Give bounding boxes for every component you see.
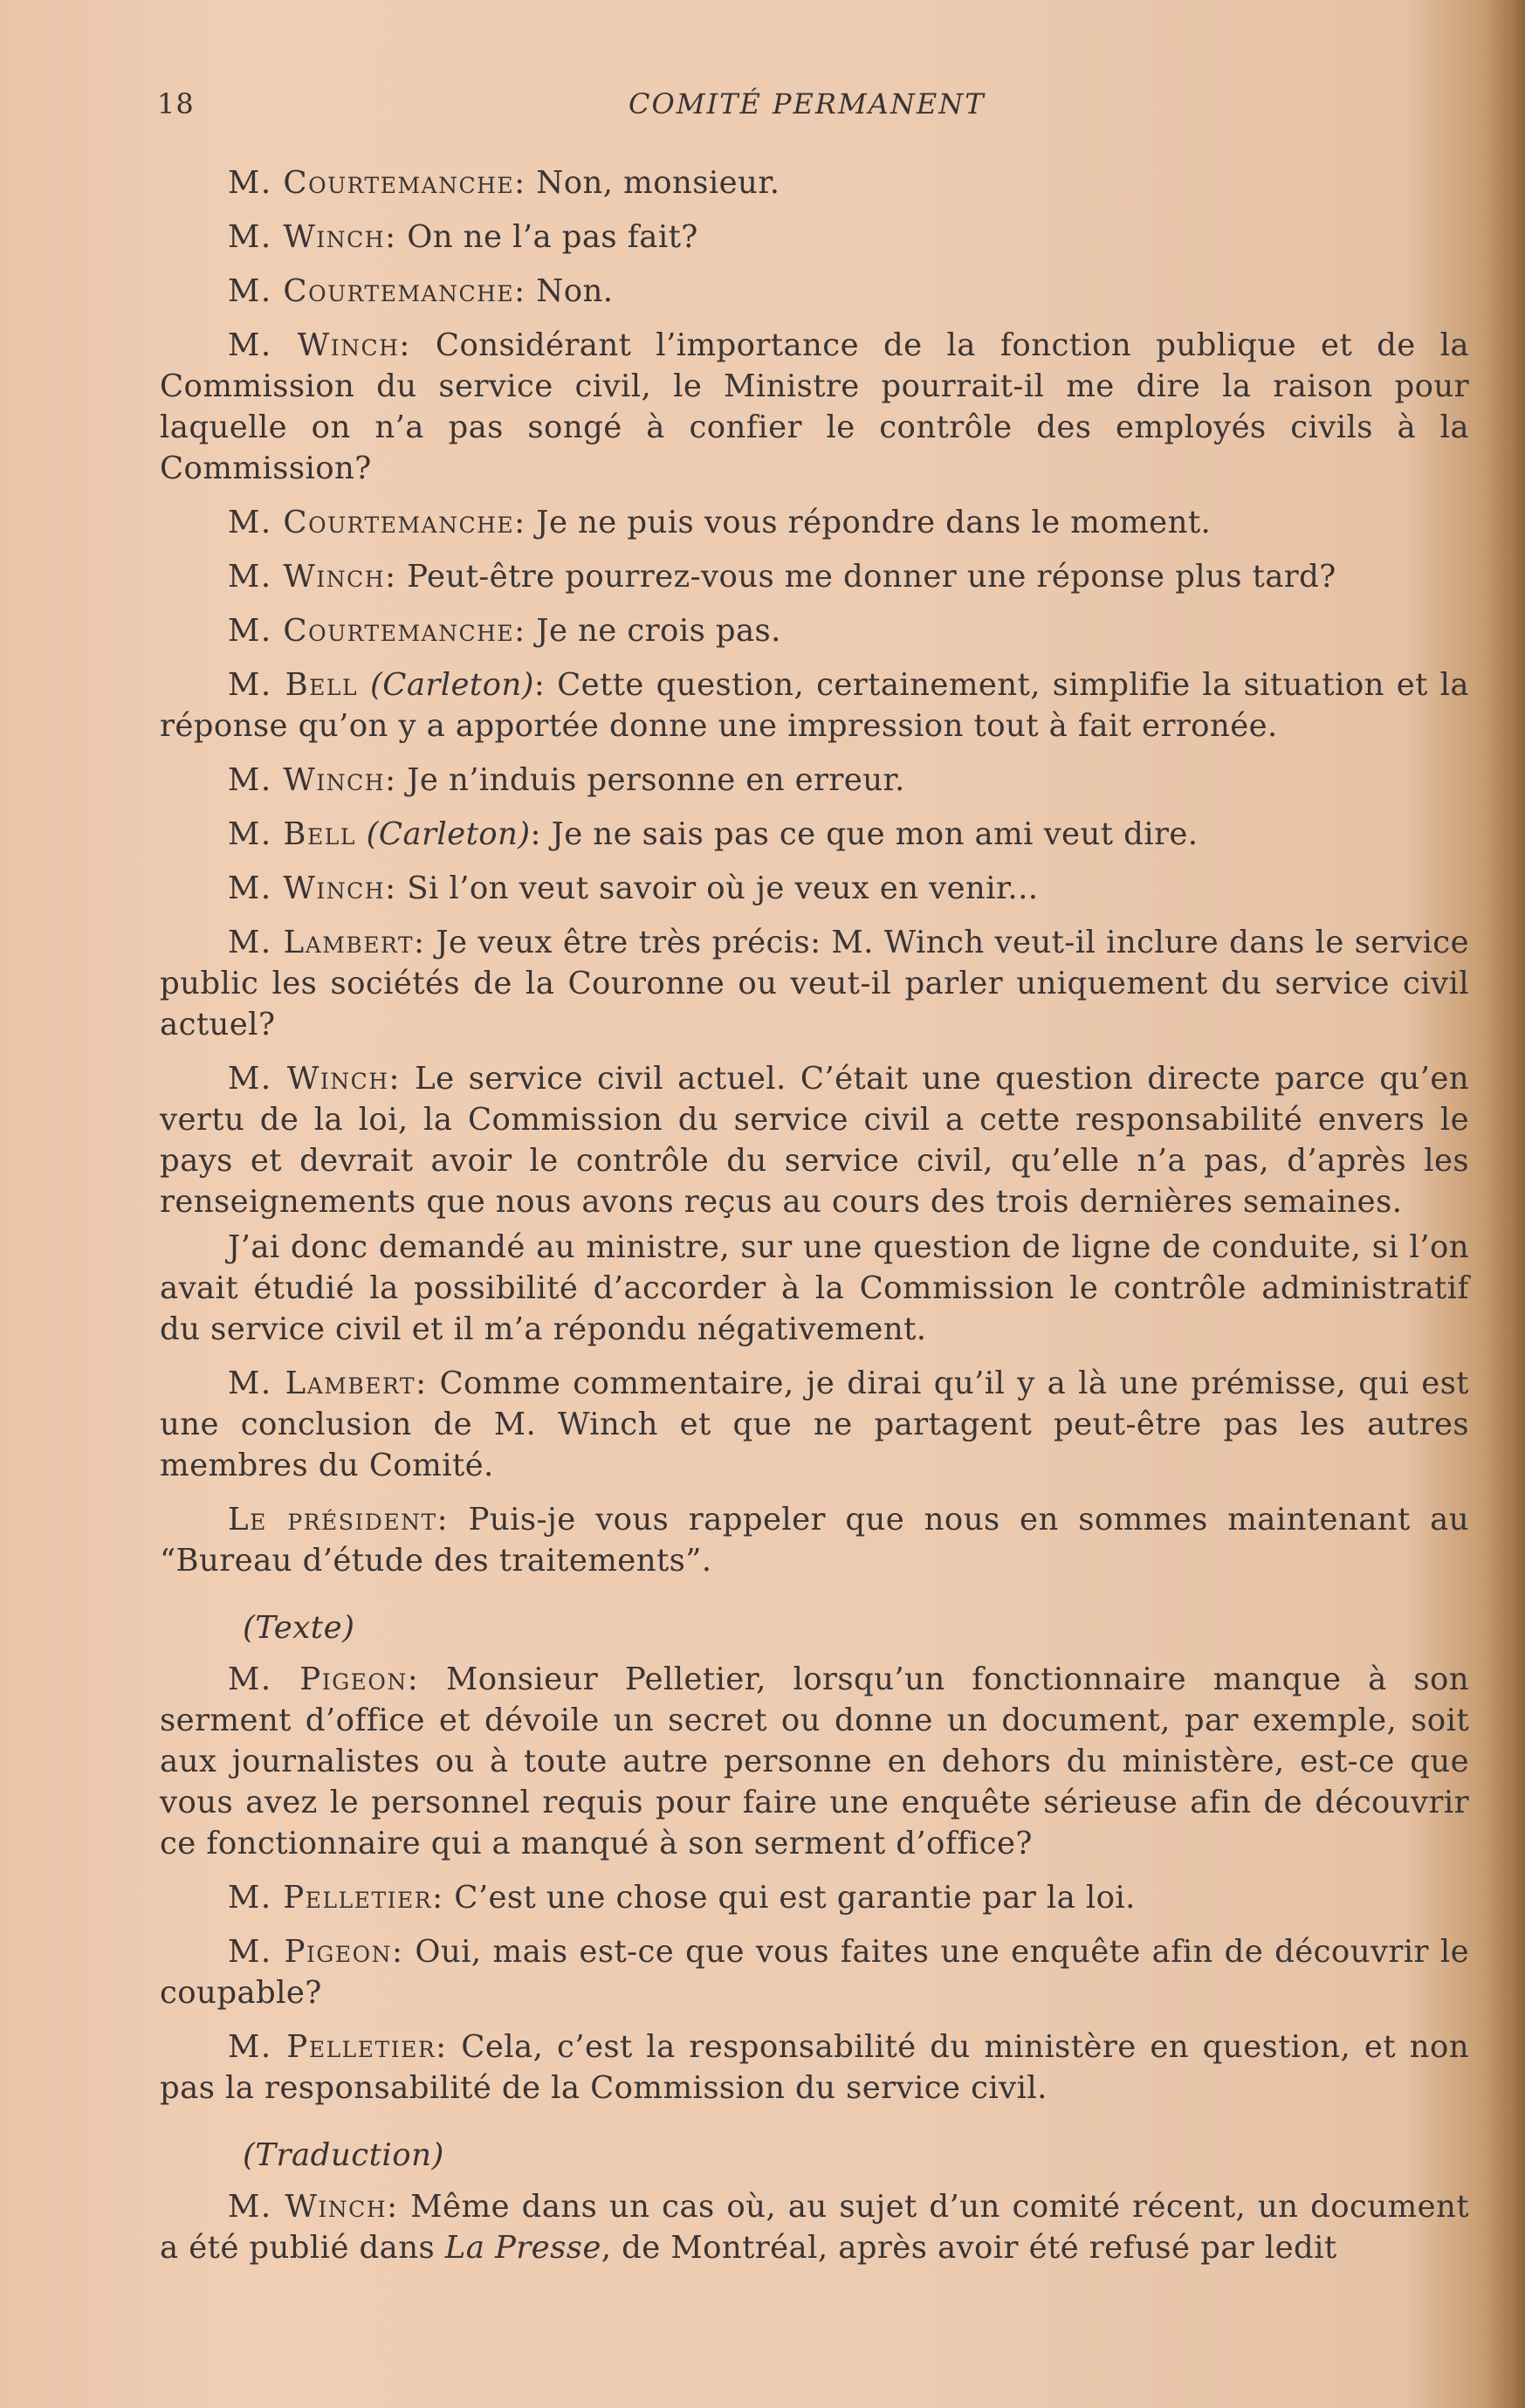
speaker-name: M. Courtemanche: [228,613,526,649]
paragraph-text: : Cette question, certainement, simplifie la situation et la réponse qu’on y a apportée donne une impression tout à fait erronée. [160,667,1469,744]
page-header [157,87,1467,131]
paragraph [160,1227,1469,1350]
speaker-name: M. Winch: [228,762,397,798]
paragraph [160,1363,1469,1486]
paragraph [160,217,1469,258]
speaker-name: M. Winch: [228,559,397,595]
speaker-name: M. Lambert: [228,1366,428,1401]
section-heading-texte: (Texte) [243,1610,355,1646]
transcript-body [160,162,1469,2281]
paragraph-text: Cela, c’est la responsabilité du ministère en question, et non pas la responsabilité de la Commission du service civil. [160,2029,1470,2106]
speaker-name: M. Courtemanche: [228,165,526,201]
paragraph [160,868,1469,909]
paragraph-text: Non. [526,273,614,309]
newspaper-name: La Presse [444,2230,601,2266]
paragraph-text: On ne l’a pas fait? [396,219,698,255]
speaker-name: M. Bell [228,667,359,703]
riding-name: (Carleton) [370,667,534,703]
speaker-name: M. Pigeon: [228,1662,420,1697]
paragraph-text: Le service civil actuel. C’était une question directe parce qu’en vertu de la loi, la Commission du service civil a cette responsabilité envers le pays et devrait avoir le contrôle du service civil, qu’elle n’a pas, d’après les renseignements que nous avons reçus au cours des trois dernières semaines. [160,1061,1469,1220]
paragraph [160,1058,1469,1222]
paragraph-text: J’ai donc demandé au ministre, sur une question de ligne de conduite, si l’on avait étudié la possibilité d’accorder à la Commission le contrôle administratif du service civil et il m’a répondu négativement. [160,1229,1469,1347]
paragraph-text: Si l’on veut savoir où je veux en venir... [396,870,1039,906]
speaker-name: M. Winch: [228,219,397,255]
speaker-name: M. Courtemanche: [228,505,526,540]
paragraph [160,271,1469,312]
paragraph [160,2026,1469,2109]
section-heading-traduction: (Traduction) [243,2137,444,2173]
paragraph-text: Peut-être pourrez-vous me donner une réponse plus tard? [396,559,1336,595]
paragraph-text: Je veux être très précis: M. Winch veut-il inclure dans le service public les sociétés de la Couronne ou veut-il parler uniquement du service civil actuel? [160,925,1469,1042]
speaker-name: M. Lambert: [228,925,426,960]
riding-name: (Carleton) [366,816,531,852]
paragraph [160,760,1469,801]
speaker-name: M. Bell [228,816,356,852]
paragraph-text: Je ne crois pas. [526,613,781,649]
speaker-name: M. Pelletier: [228,2029,448,2065]
speaker-name: M. Pelletier: [228,1880,444,1916]
speaker-name: Le président: [228,1502,450,1538]
paragraph [160,610,1469,651]
page-edge-shadow [1488,0,1525,2408]
paragraph-text: Je ne puis vous répondre dans le moment. [526,505,1212,540]
speaker-name: M. Winch: [228,870,397,906]
speaker-name: M. Winch: [228,1061,401,1097]
paragraph [160,502,1469,543]
paragraph [160,814,1469,855]
speaker-name: M. Pigeon: [228,1934,404,1970]
speaker-name: M. Winch: [228,2189,399,2225]
paragraph-text: Puis-je vous rappeler que nous en sommes maintenant au “Bureau d’étude des traitements”. [160,1502,1470,1579]
paragraph [160,1659,1469,1864]
paragraph [160,2186,1469,2268]
paragraph [160,325,1469,489]
page-number: 18 [157,87,195,120]
paragraph [160,1931,1469,2013]
paragraph-text: Non, monsieur. [526,165,780,201]
paragraph-text: Monsieur Pelletier, lorsqu’un fonctionnaire manque à son serment d’office et dévoile un secret ou donne un document, par exemple, soit aux journalistes ou à toute autre personne en dehors du ministère, est-ce que vous avez le personnel requis pour faire une enquête sérieuse afin de découvrir ce fonctionnaire qui a manqué à son serment d’office? [160,1662,1470,1861]
paragraph [160,922,1469,1045]
paragraph-text: : Je ne sais pas ce que mon ami veut dire. [530,816,1199,852]
paragraph [160,1877,1469,1918]
paragraph-text: Même dans un cas où, au sujet d’un comité récent, un document a été publié dans [160,2189,1469,2266]
running-title: COMITÉ PERMANENT [629,87,986,120]
paragraph [160,162,1469,203]
paragraph [160,664,1469,746]
paragraph [160,1499,1469,1581]
paragraph-text: Je n’induis personne en erreur. [396,762,905,798]
speaker-name: M. Winch: [228,327,411,363]
paragraph-text: Oui, mais est-ce que vous faites une enquête afin de découvrir le coupable? [160,1934,1469,2011]
paragraph [160,556,1469,597]
paragraph-text: , de Montréal, après avoir été refusé par ledit [601,2230,1337,2266]
paragraph-text: Considérant l’importance de la fonction publique et de la Commission du service civil, le Ministre pourrait-il me dire la raison pour laquelle on n’a pas songé à confier le contrôle des employés civils à la Commission? [160,327,1469,486]
speaker-name: M. Courtemanche: [228,273,526,309]
paragraph-text: Comme commentaire, je dirai qu’il y a là une prémisse, qui est une conclusion de M. Winch et que ne partagent peut-être pas les autres membres du Comité. [160,1366,1469,1483]
paragraph-text: C’est une chose qui est garantie par la loi. [443,1880,1136,1916]
